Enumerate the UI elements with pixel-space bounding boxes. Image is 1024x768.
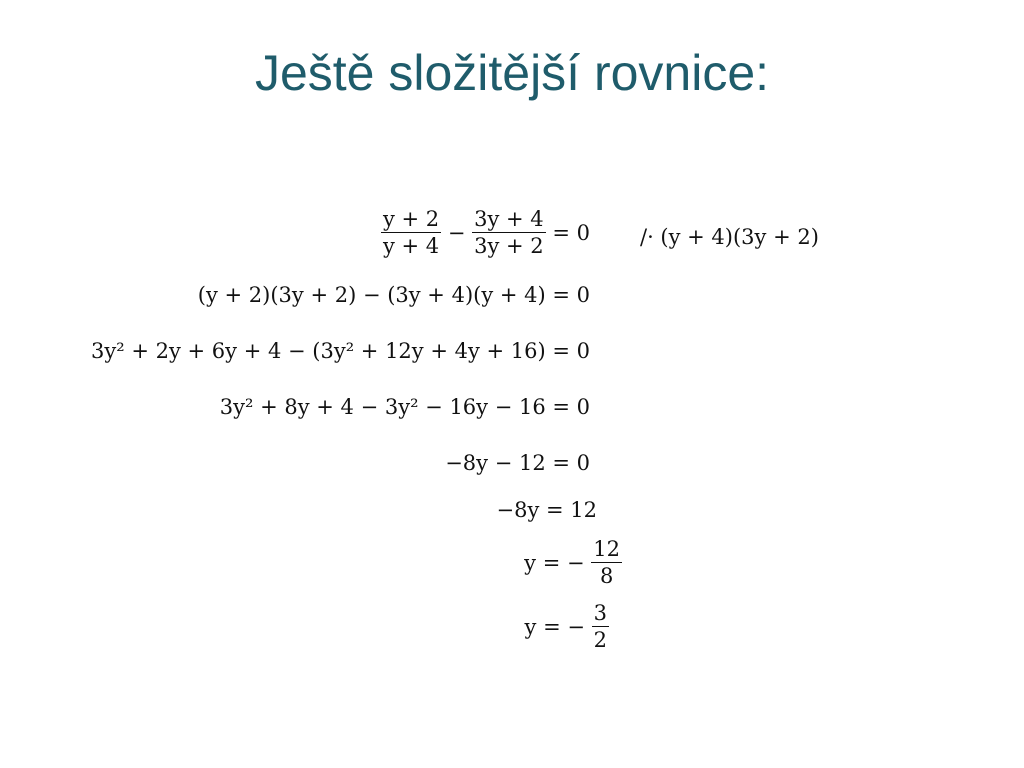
equation-line-2: (y + 2)(3y + 2) − (3y + 4)(y + 4) = 0: [197, 283, 590, 307]
fraction-2-numerator: 3y + 4: [474, 207, 544, 231]
fraction-7-numerator: 12: [593, 537, 620, 561]
fraction-8-numerator: 3: [593, 601, 607, 625]
equation-line-8: [525, 600, 609, 653]
equation-7-lhs: y = −: [524, 550, 585, 575]
equation-1-rhs: = 0: [552, 220, 590, 245]
equation-line-5: −8y − 12 = 0: [445, 451, 590, 475]
equation-line-3: 3y² + 2y + 6y + 4 − (3y² + 12y + 4y + 16) = 0: [91, 339, 590, 363]
slide-title: Ještě složitější rovnice:: [254, 45, 770, 101]
multiplier-note: /· (y + 4)(3y + 2): [640, 225, 819, 249]
fraction-1-denominator: y + 4: [382, 234, 440, 258]
equation-8-lhs: y = −: [524, 614, 585, 639]
fraction-7: [591, 536, 622, 589]
fraction-8: [592, 600, 609, 653]
fraction-1-numerator: y + 2: [382, 207, 440, 231]
fraction-7-denominator: 8: [599, 564, 614, 588]
equation-line-4: 3y² + 8y + 4 − 3y² − 16y − 16 = 0: [219, 395, 590, 419]
fraction-8-denominator: 2: [593, 628, 607, 652]
equation-line-1: [381, 206, 590, 259]
equation-line-7: [524, 536, 622, 589]
fraction-1: [381, 206, 441, 259]
fraction-2: [472, 206, 546, 259]
fraction-2-denominator: 3y + 2: [474, 234, 544, 258]
minus-sign: −: [447, 220, 466, 245]
equation-line-6: −8y = 12: [496, 498, 597, 522]
